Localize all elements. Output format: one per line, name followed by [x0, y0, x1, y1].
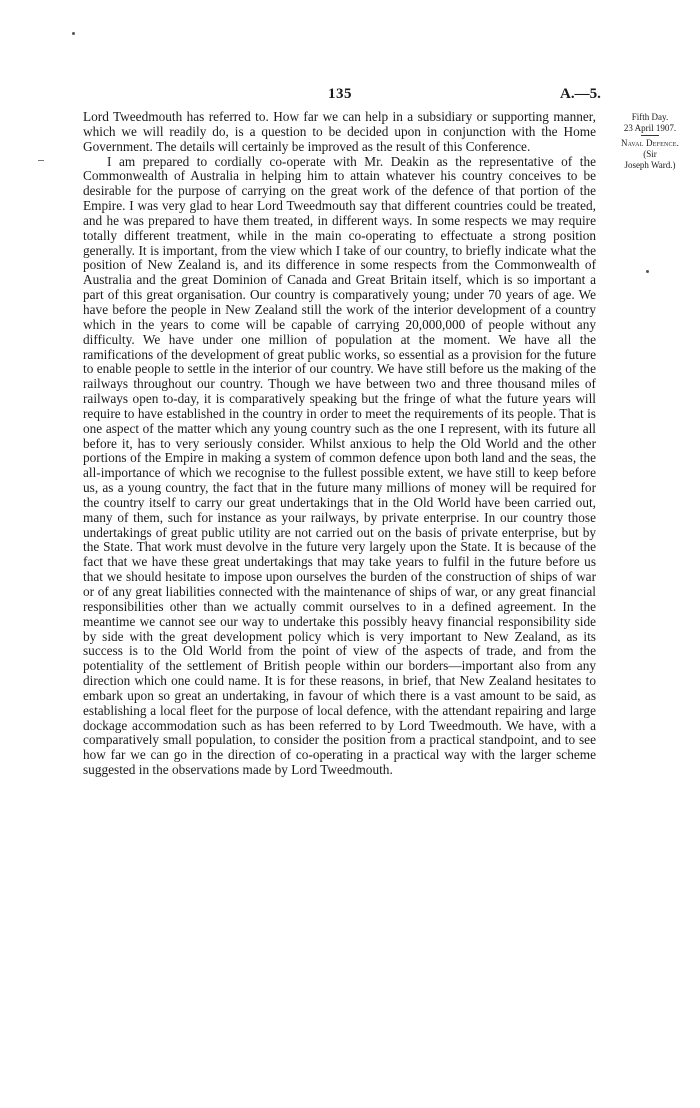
margin-note-subject: Naval Defence.: [620, 138, 680, 148]
paragraph: I am prepared to cordially co-operate with Mr. Deakin as the representative of the Commonwealth of Australia in helping him to attain whatever his country conceives to be desirable for the purpose of carrying on the great work of the defence of that portion of the Empire. I was very glad to hear Lord Tweedmouth say that different countries could be treated, and he was prepared to have them treated, in different ways. In some respects we may require totally different treatment, while in the main co-operating to effectuate a strong position generally. It is important, from the view which I take of our country, to briefly indicate what the position of New Zealand is, and its difference in some respects from the Commonwealth of Australia and the great Dominion of Canada and Great Britain itself, which is so important a part of this great organisation. Our country is comparatively young; under 70 years of age. We have before the people in New Zealand still the work of the interior development of a country which in the years to come will be capable of carrying 20,000,000 of people without any difficulty. We have under one million of population at the moment. We have all the ramifications of the development of great public works, so essential as a provision for the future to enable people to settle in the interior of our country. We have still before us the making of the railways throughout our country. Though we have between two and three thousand miles of railways open to-day, it is comparatively speaking but the fringe of what the future years will require to have established in the country in order to meet the requirements of its people. That is one aspect of the matter which any young country such as the one I represent, with its future all before it, has to very seriously consider. Whilst anxious to help the Old World and the other portions of the Empire in making a system of common defence upon both land and the seas, the all-importance of which we recognise to the fullest possible extent, we have still to keep before us, as a young country, the fact that in the future many millions of money will be required for the country itself to carry our great undertakings that in the Old World have been carried out, many of them, such for instance as your railways, by private enterprise. In our country those undertakings of great public utility are not carried out on the basis of private enterprise, but by the State. That work must devolve in the future very largely upon the State. It is because of the fact that we have these great undertakings that may take years to fulfil in the future before us that we should hesitate to impose upon ourselves the burden of the construction of ships of war or of any great liabilities connected with the maintenance of ships of war, or any great financial responsibilities other than we actually commit ourselves to in a defined agreement. In the meantime we cannot see our way to undertake this possibly heavy financial responsibility side by side with the great development policy which is very important to New Zealand, as its success is to the Old World from the point of view of the aspects of trade, and from the potentiality of the settlement of British people within our borders—important also from any direction which one could name. It is for these reasons, in brief, that New Zealand hesitates to embark upon so great an undertaking, in favour of which there is a vast amount to be said, as establishing a local fleet for the purpose of local defence, with the attendant repairing and large dockage accommodation such as has been referred to by Lord Tweedmouth. We have, with a comparatively small population, to consider the position from a practical standpoint, and to see how far we can go in the direction of co-operating in a practical way with the larger scheme suggested in the observations made by Lord Tweedmouth.: [83, 153, 596, 778]
margin-note-date: 23 April 1907.: [623, 123, 677, 133]
scan-artifact-dot: [646, 270, 649, 273]
paragraph: Lord Tweedmouth has referred to. How far we can help in a subsidiary or supporting manner, which we will readily do, is a question to be decided upon in conjunction with the Home Government. The details will certainly be improved as the result of this Conference.: [83, 109, 596, 154]
page-number: 135: [328, 86, 352, 102]
margin-note-speaker-line1: (Sir: [643, 149, 657, 159]
margin-note: [604, 112, 696, 171]
body-text: [83, 110, 596, 778]
margin-note-day: Fifth Day.: [631, 112, 669, 122]
margin-note-speaker-line2: Joseph Ward.): [624, 160, 676, 170]
margin-note-divider: [641, 135, 659, 136]
document-reference: A.—5.: [560, 86, 601, 102]
scan-artifact-dot: [72, 32, 75, 35]
scan-artifact-mark: [38, 160, 44, 161]
